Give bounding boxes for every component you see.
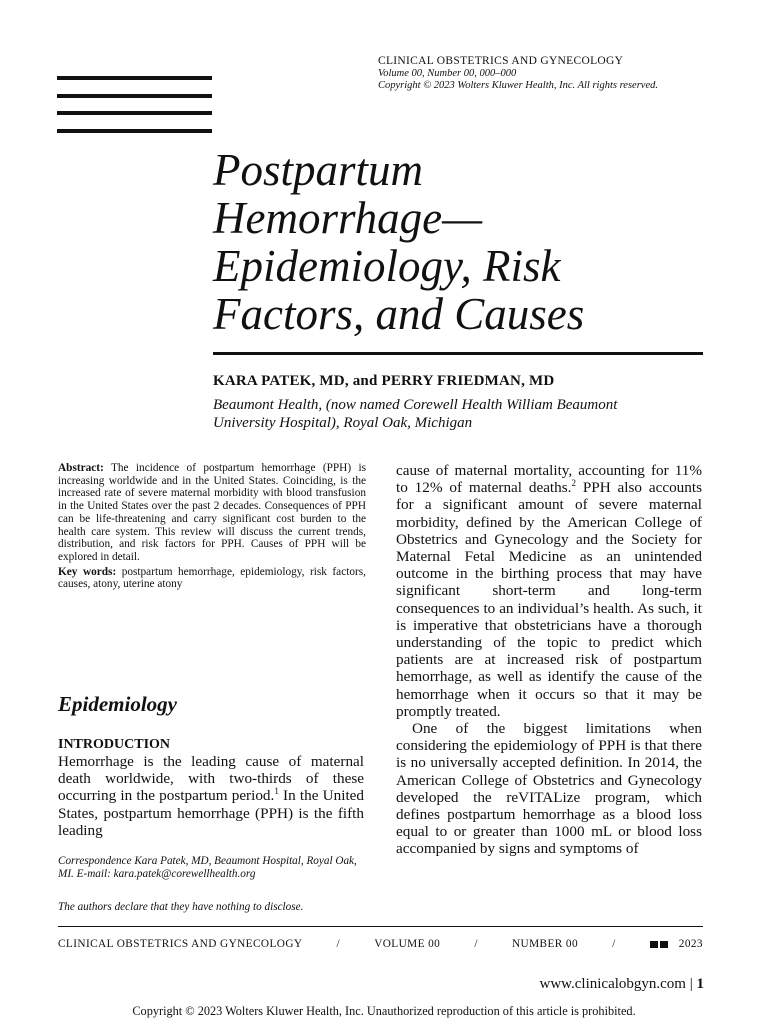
page-separator: | xyxy=(685,976,697,992)
keywords-text: postpartum hemorrhage, epidemiology, risk factors, causes, atony, uterine atony xyxy=(58,565,366,591)
article-title xyxy=(213,146,733,338)
affiliation-line: Beaumont Health, (now named Corewell Health William Beaumont xyxy=(213,397,618,413)
journal-header xyxy=(378,55,738,92)
copyright-notice: Copyright © 2023 Wolters Kluwer Health, Inc. Unauthorized reproduction of this article is prohibited. xyxy=(132,1004,636,1018)
section-heading: Epidemiology xyxy=(58,692,177,716)
right-column xyxy=(396,462,702,858)
keywords-label: Key words: xyxy=(58,565,117,578)
journal-copyright-line: Copyright © 2023 Wolters Kluwer Health, Inc. All rights reserved. xyxy=(378,80,658,91)
footer-year: 2023 xyxy=(678,938,703,950)
title-line: Postpartum xyxy=(213,145,424,195)
footer-sep: / xyxy=(612,938,616,950)
decorative-bar xyxy=(57,76,212,80)
decorative-bar xyxy=(57,111,212,115)
paragraph-text: cause of maternal mortality, accounting for 11% to 12% of maternal deaths. xyxy=(396,462,702,497)
footer-divider xyxy=(58,926,703,927)
footer-number: NUMBER 00 xyxy=(511,938,579,950)
disclosure-note: The authors declare that they have nothing to disclose. xyxy=(58,901,304,913)
footer-sep: / xyxy=(336,938,341,950)
reference-link[interactable]: 2 xyxy=(571,478,576,489)
paragraph xyxy=(396,462,702,720)
reference-link[interactable]: 1 xyxy=(274,786,279,797)
authors: KARA PATEK, MD, and PERRY FRIEDMAN, MD xyxy=(213,373,555,389)
abstract-label: Abstract: xyxy=(58,462,104,474)
decorative-bar xyxy=(57,94,212,98)
affiliation xyxy=(213,396,713,432)
abstract xyxy=(58,462,366,564)
footer-journal: CLINICAL OBSTETRICS AND GYNECOLOGY xyxy=(58,938,303,950)
title-divider xyxy=(213,352,703,355)
title-line: Factors, and Causes xyxy=(213,289,585,339)
subsection-heading: INTRODUCTION xyxy=(58,737,171,752)
page-footer xyxy=(440,976,704,993)
footer-sep: / xyxy=(474,938,478,950)
paragraph-text: PPH also accounts for a significant amount of severe maternal morbidity, defined by the American College of Obstetrics and Gynecology and the Society for Maternal Fetal Medicine as an unintended outcome in the birthing process that may have significant short-term and long-term consequences to an individual’s health. As such, it is imperative that obstetricians have a thorough understanding of the topic to predict which patients are at increased risk of postpartum hemorrhage, as well as identify the cause of the hemorrhage when it occurs so that it may be promptly treated. xyxy=(396,479,702,720)
intro-paragraph xyxy=(58,753,364,839)
abstract-block xyxy=(58,462,366,591)
decorative-bar xyxy=(57,129,212,133)
abstract-text: The incidence of postpartum hemorrhage (PPH) is increasing worldwide and in the United States. Coinciding, is the increased rate of severe maternal morbidity with blood transfusion in the United States over the past 2 decades. Consequences of PPH can be life-threatening and carry significant cost burden to the health care system. This review will discuss the current trends, distribution, and risk factors for PPH. Causes of PPH will be explored in detail. xyxy=(58,462,366,563)
footer-volume: VOLUME 00 xyxy=(374,938,441,950)
website-link[interactable]: www.clinicalobgyn.com xyxy=(539,976,686,992)
correspondence-note: Correspondence Kara Patek, MD, Beaumont Hospital, Royal Oak, MI. E-mail: kara.patek@corewellhealth.org xyxy=(58,855,357,880)
footer-year-group xyxy=(650,938,703,950)
keywords xyxy=(58,566,366,591)
title-line: Epidemiology, Risk xyxy=(213,241,561,291)
paragraph: One of the biggest limitations when considering the epidemiology of PPH is that there is no universally accepted definition. In 2014, the American College of Obstetrics and Gynecology developed the reVITALize program, which defines postpartum hemorrhage as a blood loss equal to or greater than 1000 mL or blood loss accompanied by signs and symptoms of xyxy=(396,720,702,858)
issue-blocks-icon xyxy=(650,941,668,948)
title-line: Hemorrhage— xyxy=(213,193,483,243)
journal-name: CLINICAL OBSTETRICS AND GYNECOLOGY xyxy=(378,55,624,67)
page-number: 1 xyxy=(696,976,704,992)
intro-text-part: Hemorrhage is the leading cause of maternal death worldwide, with two-thirds of these occurring in the postpartum period. xyxy=(58,753,364,805)
running-footer xyxy=(58,938,703,950)
journal-volume-line: Volume 00, Number 00, 000–000 xyxy=(378,68,517,79)
intro-text-part: In the United States, postpartum hemorrhage (PPH) is the fifth leading xyxy=(58,787,364,839)
affiliation-line: University Hospital), Royal Oak, Michigan xyxy=(213,415,473,431)
